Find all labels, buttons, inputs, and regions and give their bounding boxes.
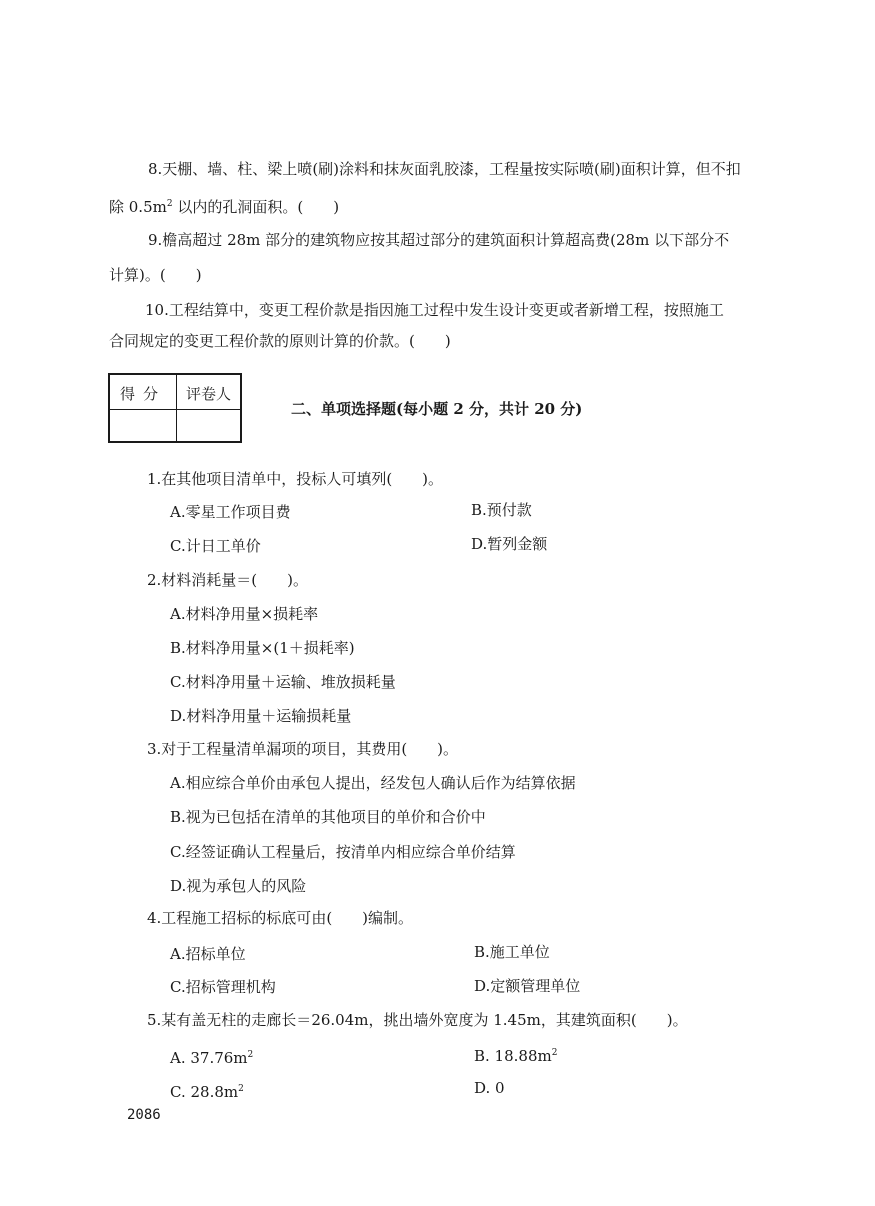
q3-stem: 3.对于工程量清单漏项的项目，其费用( )。 bbox=[147, 740, 459, 758]
q2-option-a: A.材料净用量×损耗率 bbox=[170, 605, 319, 623]
q5-option-d: D. 0 bbox=[474, 1079, 505, 1097]
q10-line1: 10.工程结算中，变更工程价款是指因施工过程中发生设计变更或者新增工程，按照施工 bbox=[145, 301, 724, 319]
q1-option-c: C.计日工单价 bbox=[170, 537, 261, 555]
q9-line1: 9.檐高超过 28m 部分的建筑物应按其超过部分的建筑面积计算超高费(28m 以下部分不 bbox=[148, 231, 730, 249]
q5-option-c-sup: 2 bbox=[238, 1084, 244, 1094]
q1-option-b: B.预付款 bbox=[471, 501, 532, 519]
q4-option-c: C.招标管理机构 bbox=[170, 978, 276, 996]
q5-option-c bbox=[170, 1079, 244, 1102]
q2-stem: 2.材料消耗量＝( )。 bbox=[147, 571, 309, 589]
q5-option-a-text: A. 37.76m bbox=[170, 1049, 248, 1067]
q8-line1: 8.天棚、墙、柱、梁上喷(刷)涂料和抹灰面乳胶漆，工程量按实际喷(刷)面积计算，但不扣 bbox=[148, 160, 741, 178]
q3-option-c: C.经签证确认工程量后，按清单内相应综合单价结算 bbox=[170, 843, 516, 861]
q5-option-a bbox=[170, 1045, 253, 1068]
q1-stem: 1.在其他项目清单中，投标人可填列( )。 bbox=[147, 470, 444, 488]
q5-option-c-text: C. 28.8m bbox=[170, 1083, 239, 1101]
q5-option-a-sup: 2 bbox=[247, 1050, 254, 1060]
q5-stem: 5.某有盖无柱的走廊长＝26.04m，挑出墙外宽度为 1.45m，其建筑面积( )。 bbox=[147, 1011, 688, 1029]
score-header: 得分 bbox=[119, 385, 166, 403]
q3-option-a: A.相应综合单价由承包人提出，经发包人确认后作为结算依据 bbox=[170, 774, 576, 792]
q2-option-d: D.材料净用量＋运输损耗量 bbox=[170, 707, 352, 725]
q8-line2-b: 以内的孔洞面积。( ) bbox=[172, 198, 340, 216]
q9-line2: 计算)。( ) bbox=[109, 266, 202, 284]
q4-option-b: B.施工单位 bbox=[474, 943, 550, 961]
q5-option-b-sup: 2 bbox=[551, 1048, 558, 1058]
q5-option-b-text: B. 18.88m bbox=[474, 1047, 552, 1065]
q2-option-c: C.材料净用量＋运输、堆放损耗量 bbox=[170, 673, 396, 691]
q1-option-a: A.零星工作项目费 bbox=[170, 503, 291, 521]
q10-line2: 合同规定的变更工程价款的原则计算的价款。( ) bbox=[109, 332, 451, 350]
score-table bbox=[108, 373, 242, 443]
section-title: 二、单项选择题(每小题 2 分，共计 20 分) bbox=[291, 400, 583, 418]
q4-option-d: D.定额管理单位 bbox=[474, 977, 581, 995]
q8-line2 bbox=[109, 194, 339, 217]
q2-option-b: B.材料净用量×(1＋损耗率) bbox=[170, 639, 355, 657]
q4-stem: 4.工程施工招标的标底可由( )编制。 bbox=[147, 909, 414, 927]
q4-option-a: A.招标单位 bbox=[170, 945, 246, 963]
q1-option-d: D.暂列金额 bbox=[471, 535, 548, 553]
q8-line2-a: 除 0.5m bbox=[109, 198, 167, 216]
page-number: 2086 bbox=[127, 1107, 161, 1123]
grader-header: 评卷人 bbox=[185, 385, 231, 403]
q3-option-d: D.视为承包人的风险 bbox=[170, 877, 307, 895]
q8-sup: 2 bbox=[166, 199, 173, 209]
q3-option-b: B.视为已包括在清单的其他项目的单价和合价中 bbox=[170, 808, 486, 826]
q5-option-b bbox=[474, 1043, 557, 1066]
